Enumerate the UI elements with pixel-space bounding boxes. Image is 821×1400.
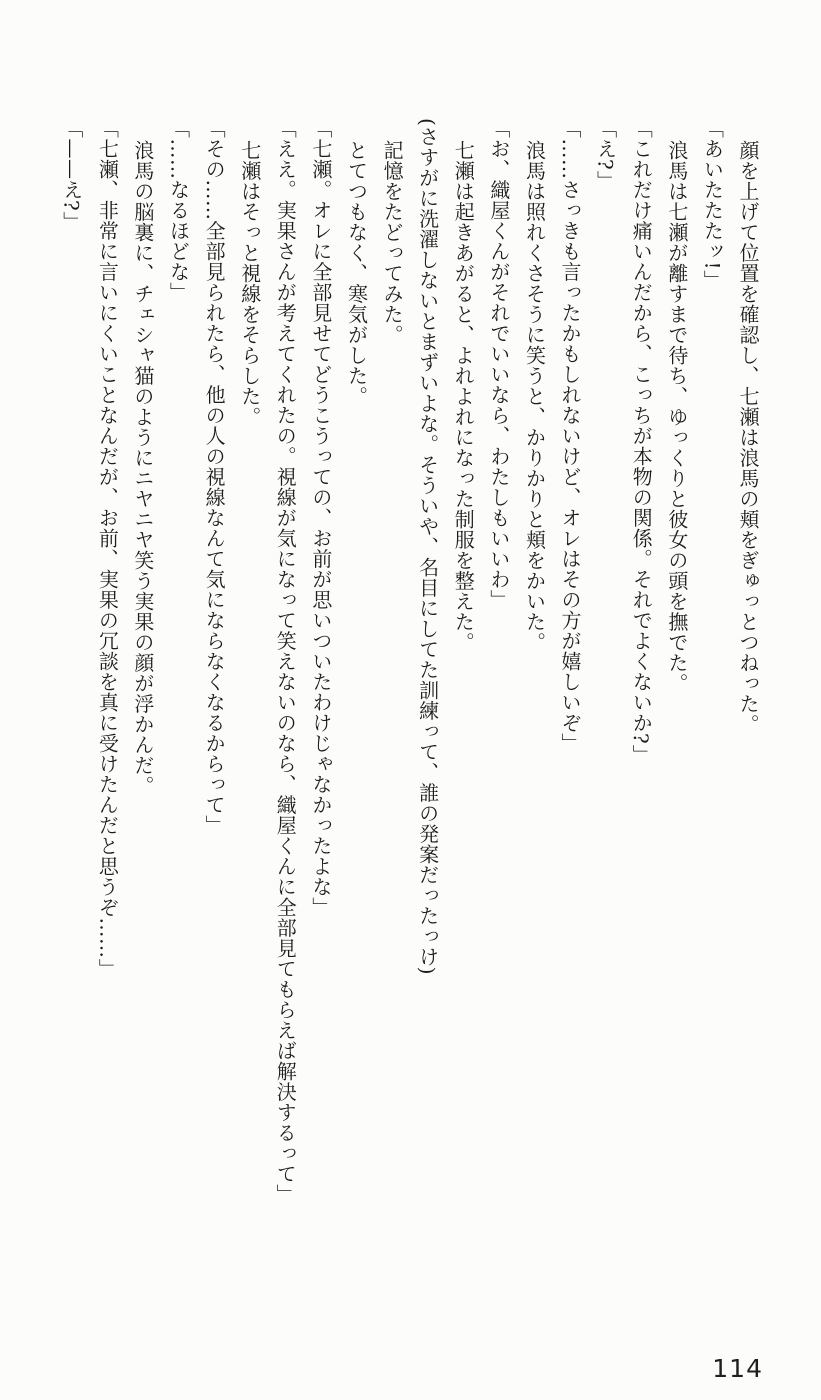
text-column-2: 「あいたたたッ!」 [700, 118, 725, 291]
text-column-14: 「ええ。実果さんが考えてくれたの。視線が気になって笑えないのなら、織屋くんに全部見てもらえば解決するって」 [273, 118, 298, 1205]
text-column-3: 浪馬は七瀬が離すまで待ち、ゆっくりと彼女の頭を撫でた。 [664, 140, 689, 694]
text-column-5: 「え?」 [593, 118, 618, 191]
text-column-19: 「七瀬、非常に言いにくいことなんだが、お前、実果の冗談を真に受けたんだと思うぞ……」 [95, 118, 120, 979]
text-column-20: 「——え?」 [59, 118, 84, 232]
text-column-12: とてつもなく、寒気がした。 [344, 140, 369, 407]
text-column-13: 「七瀬。オレに全部見せてどうこうっての、お前が思いついたわけじゃなかったよな」 [308, 118, 333, 918]
text-column-8: 「お、織屋くんがそれでいいなら、わたしもいいわ」 [486, 118, 511, 610]
text-column-4: 「これだけ痛いんだから、こっちが本物の関係。それでよくないか?」 [629, 118, 654, 765]
text-column-17: 「……なるほどな」 [166, 118, 191, 303]
text-column-1: 顔を上げて位置を確認し、七瀬は浪馬の頬をぎゅっとつねった。 [736, 140, 760, 735]
text-column-10: (さすがに洗濯しないとまずいよな。そういや、名目にしてた訓練って、誰の発案だったっけ) [415, 118, 440, 976]
page-number: 114 [712, 1354, 763, 1383]
text-column-16: 「その……全部見られたら、他の人の視線なんて気にならなくなるからって」 [202, 118, 227, 836]
text-column-9: 七瀬は起きあがると、よれよれになった制服を整えた。 [451, 140, 476, 653]
text-column-15: 七瀬はそっと視線をそらした。 [237, 140, 262, 427]
text-column-18: 浪馬の脳裏に、チェシャ猫のようにニヤニヤ笑う実果の顔が浮かんだ。 [130, 140, 155, 796]
text-column-7: 浪馬は照れくさそうに笑うと、かりかりと頬をかいた。 [522, 140, 547, 653]
text-column-11: 記憶をたどってみた。 [380, 140, 405, 345]
vertical-text-block [53, 118, 765, 1333]
text-column-6: 「……さっきも言ったかもしれないけど、オレはその方が嬉しいぞ」 [558, 118, 583, 754]
